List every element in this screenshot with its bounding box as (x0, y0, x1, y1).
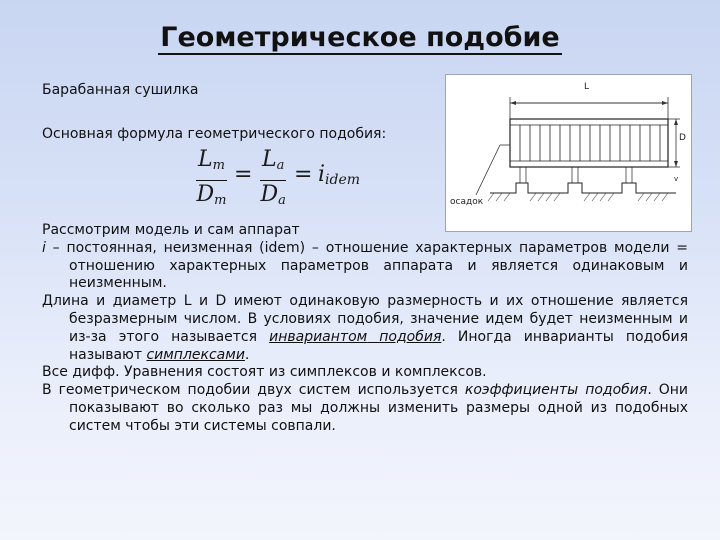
p5-coefficients: коэффициенты подобия (464, 382, 648, 399)
rhs-idem: idem (325, 172, 361, 188)
drum-dryer-drawing (446, 75, 691, 231)
paragraph-1: Рассмотрим модель и сам аппарат (42, 222, 300, 238)
paragraph-3 (42, 293, 688, 364)
den1-sub: m (214, 193, 227, 208)
p3-similarity: подобия (379, 328, 442, 345)
den1: D (196, 182, 215, 207)
num2: L (262, 147, 277, 172)
p3-simplexes: симплексами (146, 346, 245, 363)
p3-invariant: инвариантом (269, 328, 368, 345)
num1-sub: m (212, 158, 225, 173)
body-text (42, 222, 688, 436)
formula-label: Основная формула геометрического подобия: (42, 126, 387, 142)
rhs-i: i (318, 162, 326, 187)
p3-a: Длина и диаметр L и D имеют одинаковую размерность и их отношение является безразмерным числом. В условиях подобия, значение идем будет неизменным и из-за этого называется (42, 293, 688, 345)
p3-end: . (244, 346, 250, 363)
similarity-formula (196, 146, 381, 214)
diagram-label-D: D (679, 133, 686, 143)
fraction-apparatus (260, 146, 286, 215)
equals-sign-1: = (234, 162, 253, 187)
p5-a: В геометрическом подобии двух систем используется (42, 382, 465, 399)
paragraph-2 (42, 240, 688, 293)
p5-b: . Они показывают во сколько раз мы должны изменить размеры одной из подобных систем чтобы эти системы совпали. (69, 382, 688, 434)
p3-b: . Иногда инварианты подобия называют (69, 328, 689, 363)
slide-title (0, 22, 720, 53)
paragraph-4: Все дифф. Уравнения состоят из симплексов и комплексов. (42, 364, 487, 381)
formula-rhs (318, 162, 360, 188)
dryer-diagram (445, 74, 692, 232)
p3-space (367, 329, 379, 345)
equals-sign-2: = (294, 162, 313, 187)
den2-sub: a (278, 193, 286, 208)
p2-rest: – постоянная, неизменная (idem) – отношение характерных параметров модели = отношению характерных параметров аппарата и является одинаковым и неизменным. (45, 239, 688, 292)
slide-title-text: Геометрическое подобие (160, 22, 560, 53)
diagram-label-v: v (674, 175, 679, 183)
subtitle: Барабанная сушилка (42, 82, 199, 98)
den2: D (260, 182, 279, 207)
paragraph-5 (42, 382, 688, 435)
num2-sub: a (276, 158, 285, 173)
fraction-model (196, 146, 227, 215)
diagram-label-sediment: осадок (450, 197, 484, 207)
diagram-label-L: L (584, 82, 590, 92)
num1: L (198, 147, 213, 172)
p2-i: i (42, 239, 46, 256)
